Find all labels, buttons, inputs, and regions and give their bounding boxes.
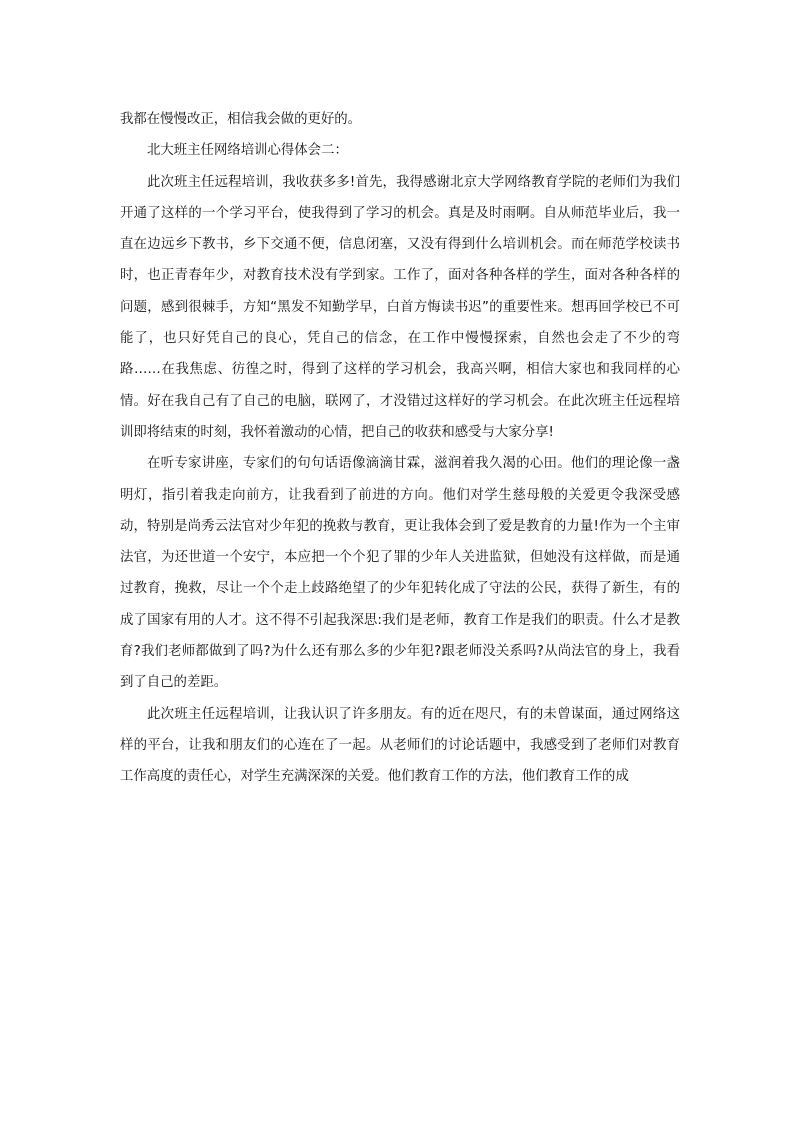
paragraph-4: 在听专家讲座，专家们的句句话语像滴滴甘霖，滋润着我久渴的心田。他们的理论像一盏明灯，指引着我走向前方，让我看到了前进的方向。他们对学生慈母般的关爱更令我深受感动，特别是尚秀云法官对少年犯的挽救与教育，更让我体会到了爱是教育的力量!作为一个主审法官，为还世道一个安宁，本应把一个个犯了罪的少年人关进监狱，但她没有这样做，而是通过教育，挽救，尽让一个个走上歧路绝望了的少年犯转化成了守法的公民，获得了新生，有的成了国家有用的人才。这不得不引起我深思:我们是老师，教育工作是我们的职责。什么才是教育?我们老师都做到了吗?为什么还有那么多的少年犯?跟老师没关系吗?从尚法官的身上，我看到了自己的差距。	[120, 456, 680, 691]
paragraph-2-heading: 北大班主任网络培训心得体会二：	[147, 143, 348, 159]
paragraph-3: 此次班主任远程培训，我收获多多!首先，我得感谢北京大学网络教育学院的老师们为我们开通了这样的一个学习平台，使我得到了学习的机会。真是及时雨啊。自从师范毕业后，我一直在边远乡下教书，乡下交通不便，信息闭塞，又没有得到什么培训机会。而在师范学校读书时，也正青春年少，对教育技术没有学到家。工作了，面对各种各样的学生，面对各种各样的问题，感到很棘手，方知“黑发不知勤学早，白首方悔读书迟”的重要性来。想再回学校已不可能了，也只好凭自己的良心，凭自己的信念，在工作中慢慢探索，自然也会走了不少的弯路……在我焦虑、彷徨之时，得到了这样的学习机会，我高兴啊，相信大家也和我同样的心情。好在我自己有了自己的电脑，联网了，才没错过这样好的学习机会。在此次班主任远程培训即将结束的时刻，我怀着激动的心情，把自己的收获和感受与大家分享!	[120, 174, 680, 440]
paragraph-1: 我都在慢慢改正，相信我会做的更好的。	[120, 112, 362, 127]
paragraph-5: 此次班主任远程培训，让我认识了许多朋友。有的近在咫尺，有的未曾谋面，通过网络这样的平台，让我和朋友们的心连在了一起。从老师们的讨论话题中，我感受到了老师们对教育工作高度的责任心，对学生充满深深的关爱。他们教育工作的方法，他们教育工作的成	[120, 706, 680, 785]
document-body	[120, 104, 680, 793]
